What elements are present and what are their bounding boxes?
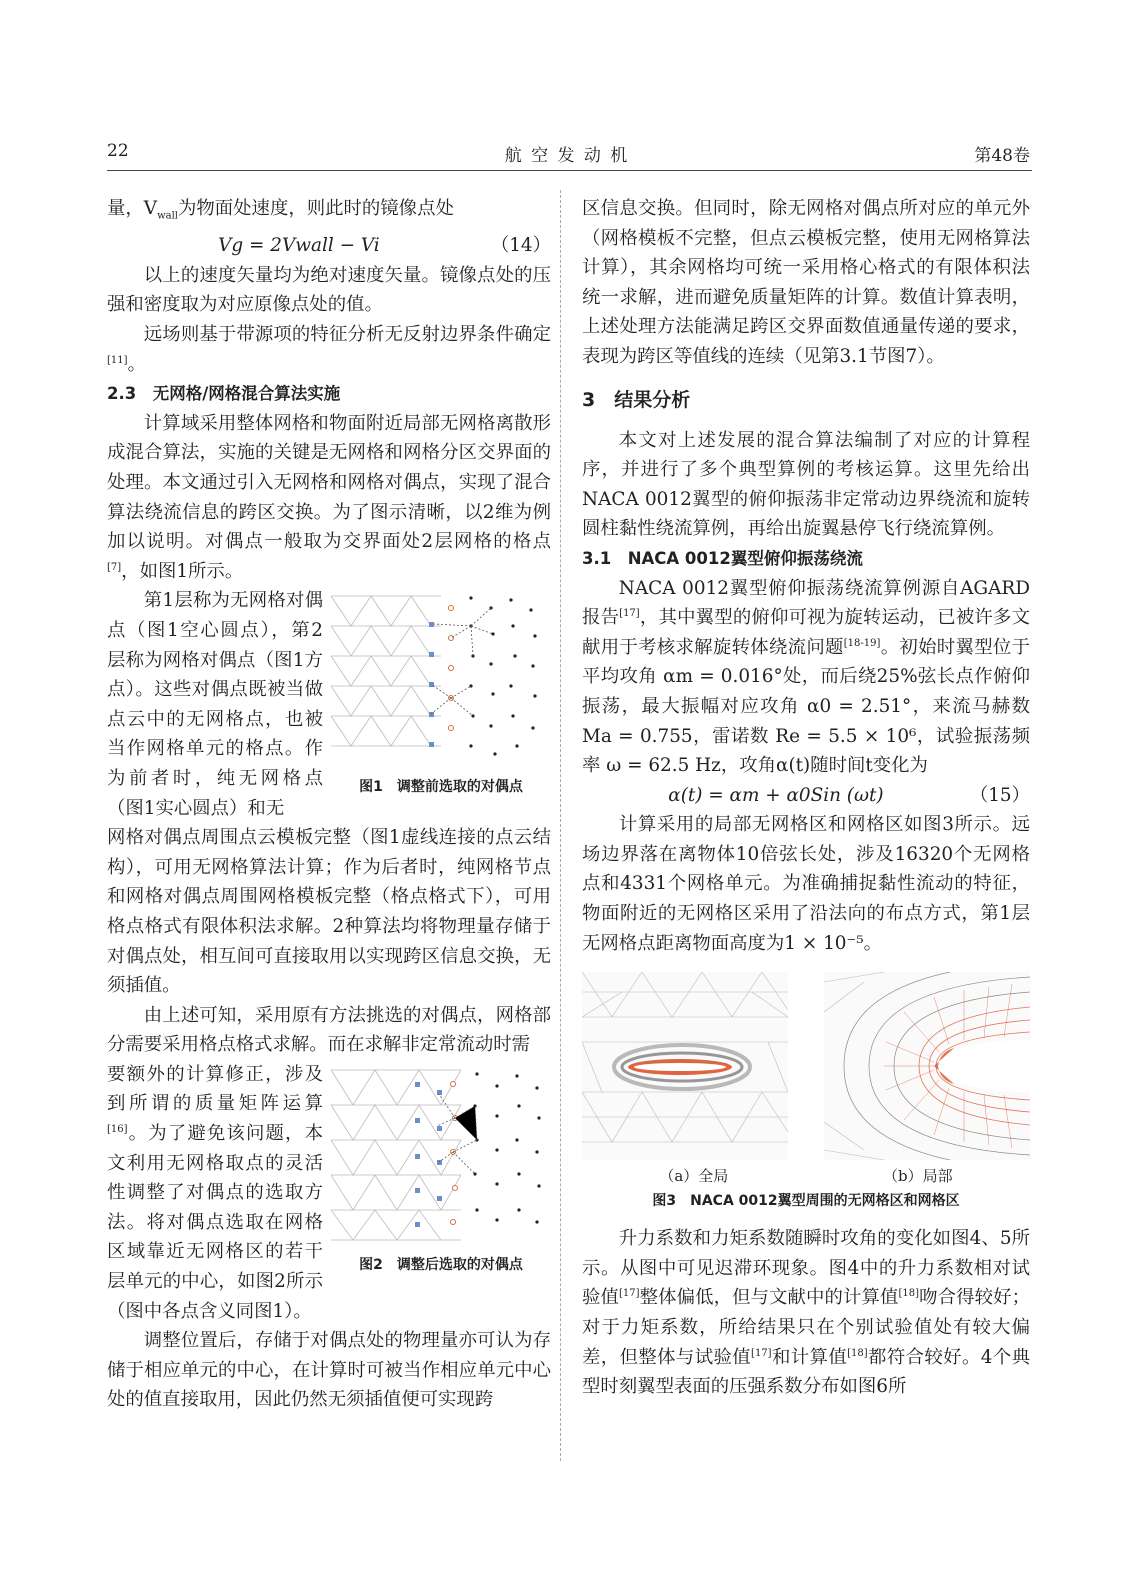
figure-3 xyxy=(582,972,1030,1212)
paragraph-dual-points: 第1层称为无网格对偶点（图1空心圆点），第2层称为网格对偶点（图1方点）。这些对偶点既被当做点云中的无网格点，也被当作网格单元的格点。作为前者时，纯无网格点（图1实心圆点）和无 xyxy=(107,590,323,819)
figure-3a-image xyxy=(582,972,788,1160)
figure-3a-label: （a）全局 xyxy=(659,1167,729,1186)
paragraph-naca-case: NACA 0012翼型俯仰振荡绕流算例源自AGARD报告[17]，其中翼型的俯仰可视为旋转运动，已被许多文献用于考核求解旋转体绕流问题[18-19]。初始时翼型位于平均攻角 αm = 0.016°处，而后绕25%弦长点作俯仰振荡，最大振幅对应攻角 α0 = 2.51°，来流马赫数 Ma = 0.755，雷诺数 Re = 5.5 × 10⁶，试验振荡频率 ω = 62.5 Hz，攻角α(t)随时间t变化为 xyxy=(582,577,1030,777)
paragraph-mass-matrix: 要额外的计算修正，涉及到所谓的质量矩阵运算[16]。为了避免该问题，本文利用无网格取点的灵活性调整了对偶点的选取方法。将对偶点选取在网格区域靠近无网格区的若干层单元的中心，如图2所示（图中各点含义同图1）。 xyxy=(107,1063,323,1322)
paragraph-velocity: 以上的速度矢量均为绝对速度矢量。镜像点处的压强和密度取为对应原像点处的值。 xyxy=(107,264,551,316)
section-3-1-heading: 3.1 NACA 0012翼型俯仰振荡绕流 xyxy=(582,548,863,568)
figure-2-caption: 图2 调整后选取的对偶点 xyxy=(359,1257,523,1274)
left-column xyxy=(107,194,551,1415)
paragraph-exchange: 区信息交换。但同时，除无网格对偶点所对应的单元外（网格模板不完整，但点云模板完整，使用无网格算法计算），其余网格均可统一采用格心格式的有限体积法统一求解，进而避免质量矩阵的计算。数值计算表明，上述处理方法能满足跨区交界面数值通量传递的要求，表现为跨区等值线的连续（见第3.1节图7）。 xyxy=(582,198,1030,367)
figure-2-image xyxy=(331,1060,551,1245)
figure-2 xyxy=(331,1060,551,1277)
page-number: 22 xyxy=(107,141,129,161)
figure-1-image xyxy=(331,586,551,766)
paragraph-mesh: 计算采用的局部无网格区和网格区如图3所示。远场边界落在离物体10倍弦长处，涉及16320个无网格点和4331个网格单元。为准确捕捉黏性流动的特征，物面附近的无网格区采用了沿法向的布点方式，第1层无网格点距离物面高度为1 × 10⁻⁵。 xyxy=(582,814,1030,954)
paragraph-farfield: 远场则基于带源项的特征分析无反射边界条件确定[11]。 xyxy=(107,324,551,375)
paragraph-intro: 量，$V_{wall}$为物面处速度，则此时的镜像点处 xyxy=(107,198,454,222)
figure-1-caption: 图1 调整前选取的对偶点 xyxy=(359,778,523,795)
figure-1 xyxy=(331,586,551,798)
column-divider xyxy=(560,190,561,1461)
section-2-3-heading: 2.3 无网格/网格混合算法实施 xyxy=(107,384,341,404)
right-column xyxy=(582,194,1030,1402)
figure-3-caption: 图3 NACA 0012翼型周围的无网格区和网格区 xyxy=(652,1193,960,1210)
figure-3b-label: （b）局部 xyxy=(883,1167,953,1186)
section-3-heading: 3 结果分析 xyxy=(582,388,691,411)
figure-3b-image xyxy=(824,972,1030,1160)
figure-1-block xyxy=(107,586,551,823)
paragraph-dual-points-cont: 网格对偶点周围点云模板完整（图1虚线连接的点云结构），可用无网格算法计算；作为后者时，纯网格节点和网格对偶点周围网格模板完整（格点格式下），可用格点格式有限体积法求解。2种算法均将物理量存储于对偶点处，相互间可直接取用以实现跨区信息交换，无须插值。 xyxy=(107,827,551,997)
equation-14: Vg = 2Vwall − Vi （14） xyxy=(218,235,551,257)
paragraph-after-adjust: 调整位置后，存储于对偶点处的物理量亦可认为存储于相应单元的中心，在计算时可被当作相应单元中心处的值直接取用，因此仍然无须插值便可实现跨 xyxy=(107,1330,551,1411)
equation-15: α(t) = αm + α0Sin (ωt) （15） xyxy=(668,784,1030,806)
paragraph-lift-moment: 升力系数和力矩系数随瞬时攻角的变化如图4、5所示。从图中可见迟滞环现象。图4中的升力系数相对试验值[17]整体偏低，但与文献中的计算值[18]吻合得较好；对于力矩系数，所给结果只在个别试验值处有较大偏差，但整体与试验值[17]和计算值[18]都符合较好。4个典型时刻翼型表面的压强系数分布如图6所 xyxy=(582,1228,1030,1398)
volume-label: 第48卷 xyxy=(974,146,1030,166)
paragraph-hybrid: 计算域采用整体网格和物面附近局部无网格离散形成混合算法，实施的关键是无网格和网格分区交界面的处理。本文通过引入无网格和网格对偶点，实现了混合算法绕流信息的跨区交换。为了图示清晰，以2维为例加以说明。对偶点一般取为交界面处2层网格的格点[7]，如图1所示。 xyxy=(107,412,551,582)
paragraph-adjust: 由上述可知，采用原有方法挑选的对偶点，网格部分需要采用格点格式求解。而在求解非定常流动时需 xyxy=(107,1004,551,1056)
header-rule xyxy=(107,170,1032,171)
figure-2-block xyxy=(107,1060,551,1326)
journal-title: 航 空 发 动 机 xyxy=(504,146,630,166)
paragraph-results-intro: 本文对上述发展的混合算法编制了对应的计算程序，并进行了多个典型算例的考核运算。这里先给出NACA 0012翼型的俯仰振荡非定常动边界绕流和旋转圆柱黏性绕流算例，再给出旋翼悬停飞行绕流算例。 xyxy=(582,429,1030,540)
